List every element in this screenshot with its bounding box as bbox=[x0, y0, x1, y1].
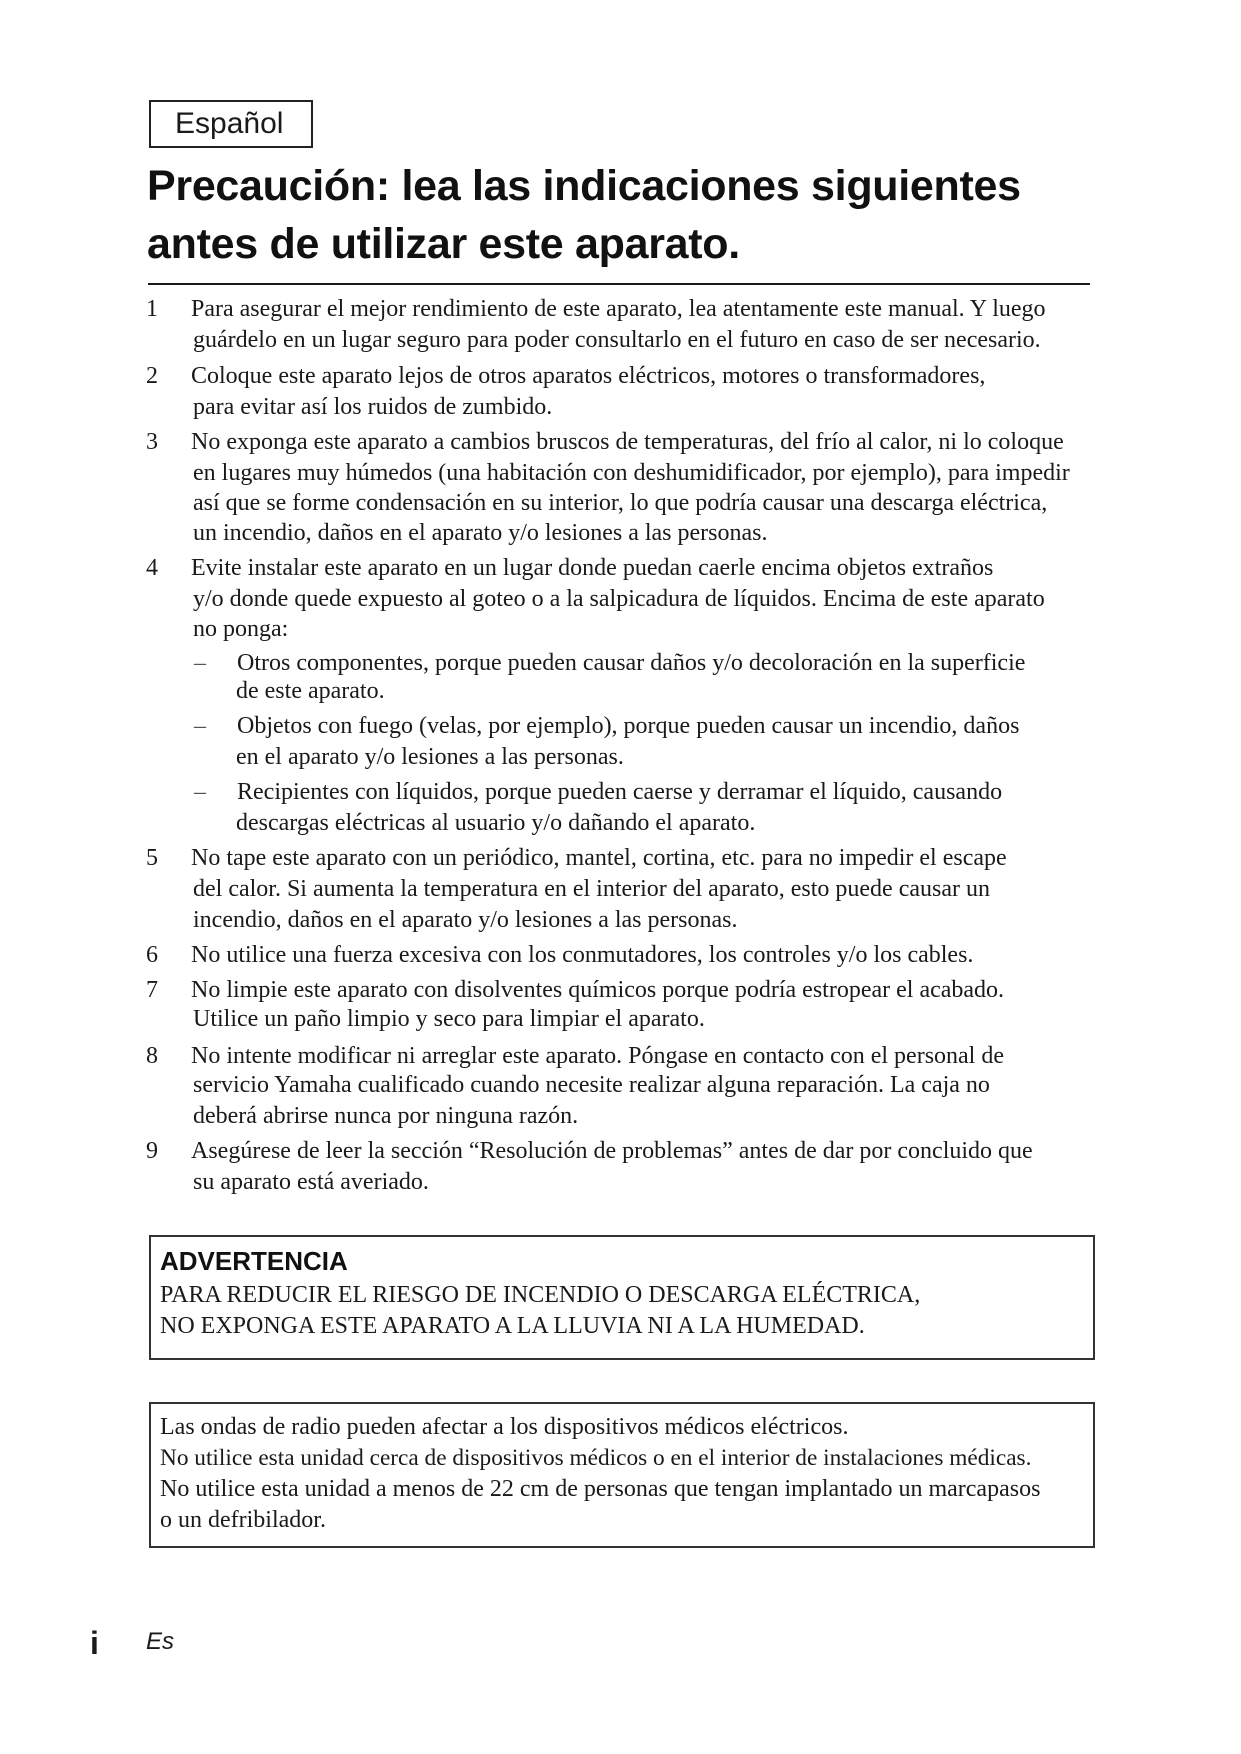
item-text: del calor. Si aumenta la temperatura en el interior del aparato, esto puede causar un bbox=[193, 876, 990, 902]
item-number: 2 bbox=[146, 363, 158, 389]
item-number: 6 bbox=[146, 942, 158, 968]
item-text: servicio Yamaha cualificado cuando necesite realizar alguna reparación. La caja no bbox=[193, 1072, 990, 1098]
item-text: Utilice un paño limpio y seco para limpiar el aparato. bbox=[193, 1006, 705, 1032]
warning-box bbox=[149, 1235, 1095, 1360]
item-number: 3 bbox=[146, 429, 158, 455]
notice-text: o un defribilador. bbox=[160, 1507, 326, 1533]
language-code: Es bbox=[146, 1628, 175, 1655]
item-number: 5 bbox=[146, 845, 158, 871]
item-number: 7 bbox=[146, 977, 158, 1003]
item-text: Para asegurar el mejor rendimiento de este aparato, lea atentamente este manual. Y luego bbox=[191, 296, 1046, 322]
title-line-1: Precaución: lea las indicaciones siguientes bbox=[147, 162, 1021, 210]
item-text: deberá abrirse nunca por ninguna razón. bbox=[193, 1103, 579, 1129]
subitem-dash: – bbox=[194, 650, 206, 676]
item-text: Asegúrese de leer la sección “Resolución de problemas” antes de dar por concluido que bbox=[191, 1138, 1033, 1164]
subitem-text: en el aparato y/o lesiones a las personas. bbox=[236, 744, 624, 770]
radio-notice-box bbox=[149, 1402, 1095, 1548]
notice-text: No utilice esta unidad a menos de 22 cm de personas que tengan implantado un marcapasos bbox=[160, 1476, 1041, 1502]
subitem-dash: – bbox=[194, 713, 206, 739]
item-number: 8 bbox=[146, 1043, 158, 1069]
page-title bbox=[147, 157, 1107, 273]
warning-heading: ADVERTENCIA bbox=[160, 1246, 348, 1276]
item-text: incendio, daños en el aparato y/o lesiones a las personas. bbox=[193, 907, 738, 933]
notice-text: No utilice esta unidad cerca de dispositivos médicos o en el interior de instalaciones médicas. bbox=[160, 1445, 1032, 1471]
item-text: guárdelo en un lugar seguro para poder consultarlo en el futuro en caso de ser necesario. bbox=[193, 327, 1041, 353]
warning-text: NO EXPONGA ESTE APARATO A LA LLUVIA NI A LA HUMEDAD. bbox=[160, 1313, 865, 1339]
page-number: i bbox=[90, 1625, 99, 1661]
item-text: no ponga: bbox=[193, 616, 289, 642]
item-text: para evitar así los ruidos de zumbido. bbox=[193, 394, 553, 420]
item-text: y/o donde quede expuesto al goteo o a la salpicadura de líquidos. Encima de este aparato bbox=[193, 586, 1045, 612]
subitem-text: Otros componentes, porque pueden causar daños y/o decoloración en la superficie bbox=[237, 650, 1026, 676]
item-text: así que se forme condensación en su interior, lo que podría causar una descarga eléctrica, bbox=[193, 490, 1048, 516]
item-text: No tape este aparato con un periódico, mantel, cortina, etc. para no impedir el escape bbox=[191, 845, 1007, 871]
item-number: 1 bbox=[146, 296, 158, 322]
item-text: en lugares muy húmedos (una habitación con deshumidificador, por ejemplo), para impedir bbox=[193, 460, 1070, 486]
item-text: No limpie este aparato con disolventes químicos porque podría estropear el acabado. bbox=[191, 977, 1005, 1003]
item-number: 4 bbox=[146, 555, 158, 581]
warning-text: PARA REDUCIR EL RIESGO DE INCENDIO O DESCARGA ELÉCTRICA, bbox=[160, 1282, 921, 1308]
subitem-text: Recipientes con líquidos, porque pueden caerse y derramar el líquido, causando bbox=[237, 779, 1003, 805]
title-line-2: antes de utilizar este aparato. bbox=[147, 220, 740, 268]
item-text: su aparato está averiado. bbox=[193, 1169, 429, 1195]
item-text: Coloque este aparato lejos de otros aparatos eléctricos, motores o transformadores, bbox=[191, 363, 986, 389]
item-text: No utilice una fuerza excesiva con los conmutadores, los controles y/o los cables. bbox=[191, 942, 974, 968]
subitem-text: descargas eléctricas al usuario y/o dañando el aparato. bbox=[236, 810, 756, 836]
language-tab: Español bbox=[149, 100, 313, 148]
subitem-text: Objetos con fuego (velas, por ejemplo), porque pueden causar un incendio, daños bbox=[237, 713, 1020, 739]
item-text: No intente modificar ni arreglar este aparato. Póngase en contacto con el personal de bbox=[191, 1043, 1004, 1069]
title-divider bbox=[148, 283, 1090, 285]
subitem-text: de este aparato. bbox=[236, 678, 385, 704]
notice-text: Las ondas de radio pueden afectar a los dispositivos médicos eléctricos. bbox=[160, 1414, 849, 1440]
item-number: 9 bbox=[146, 1138, 158, 1164]
item-text: No exponga este aparato a cambios bruscos de temperaturas, del frío al calor, ni lo coloque bbox=[191, 429, 1064, 455]
item-text: Evite instalar este aparato en un lugar donde puedan caerle encima objetos extraños bbox=[191, 555, 994, 581]
subitem-dash: – bbox=[194, 779, 206, 805]
item-text: un incendio, daños en el aparato y/o lesiones a las personas. bbox=[193, 520, 768, 546]
